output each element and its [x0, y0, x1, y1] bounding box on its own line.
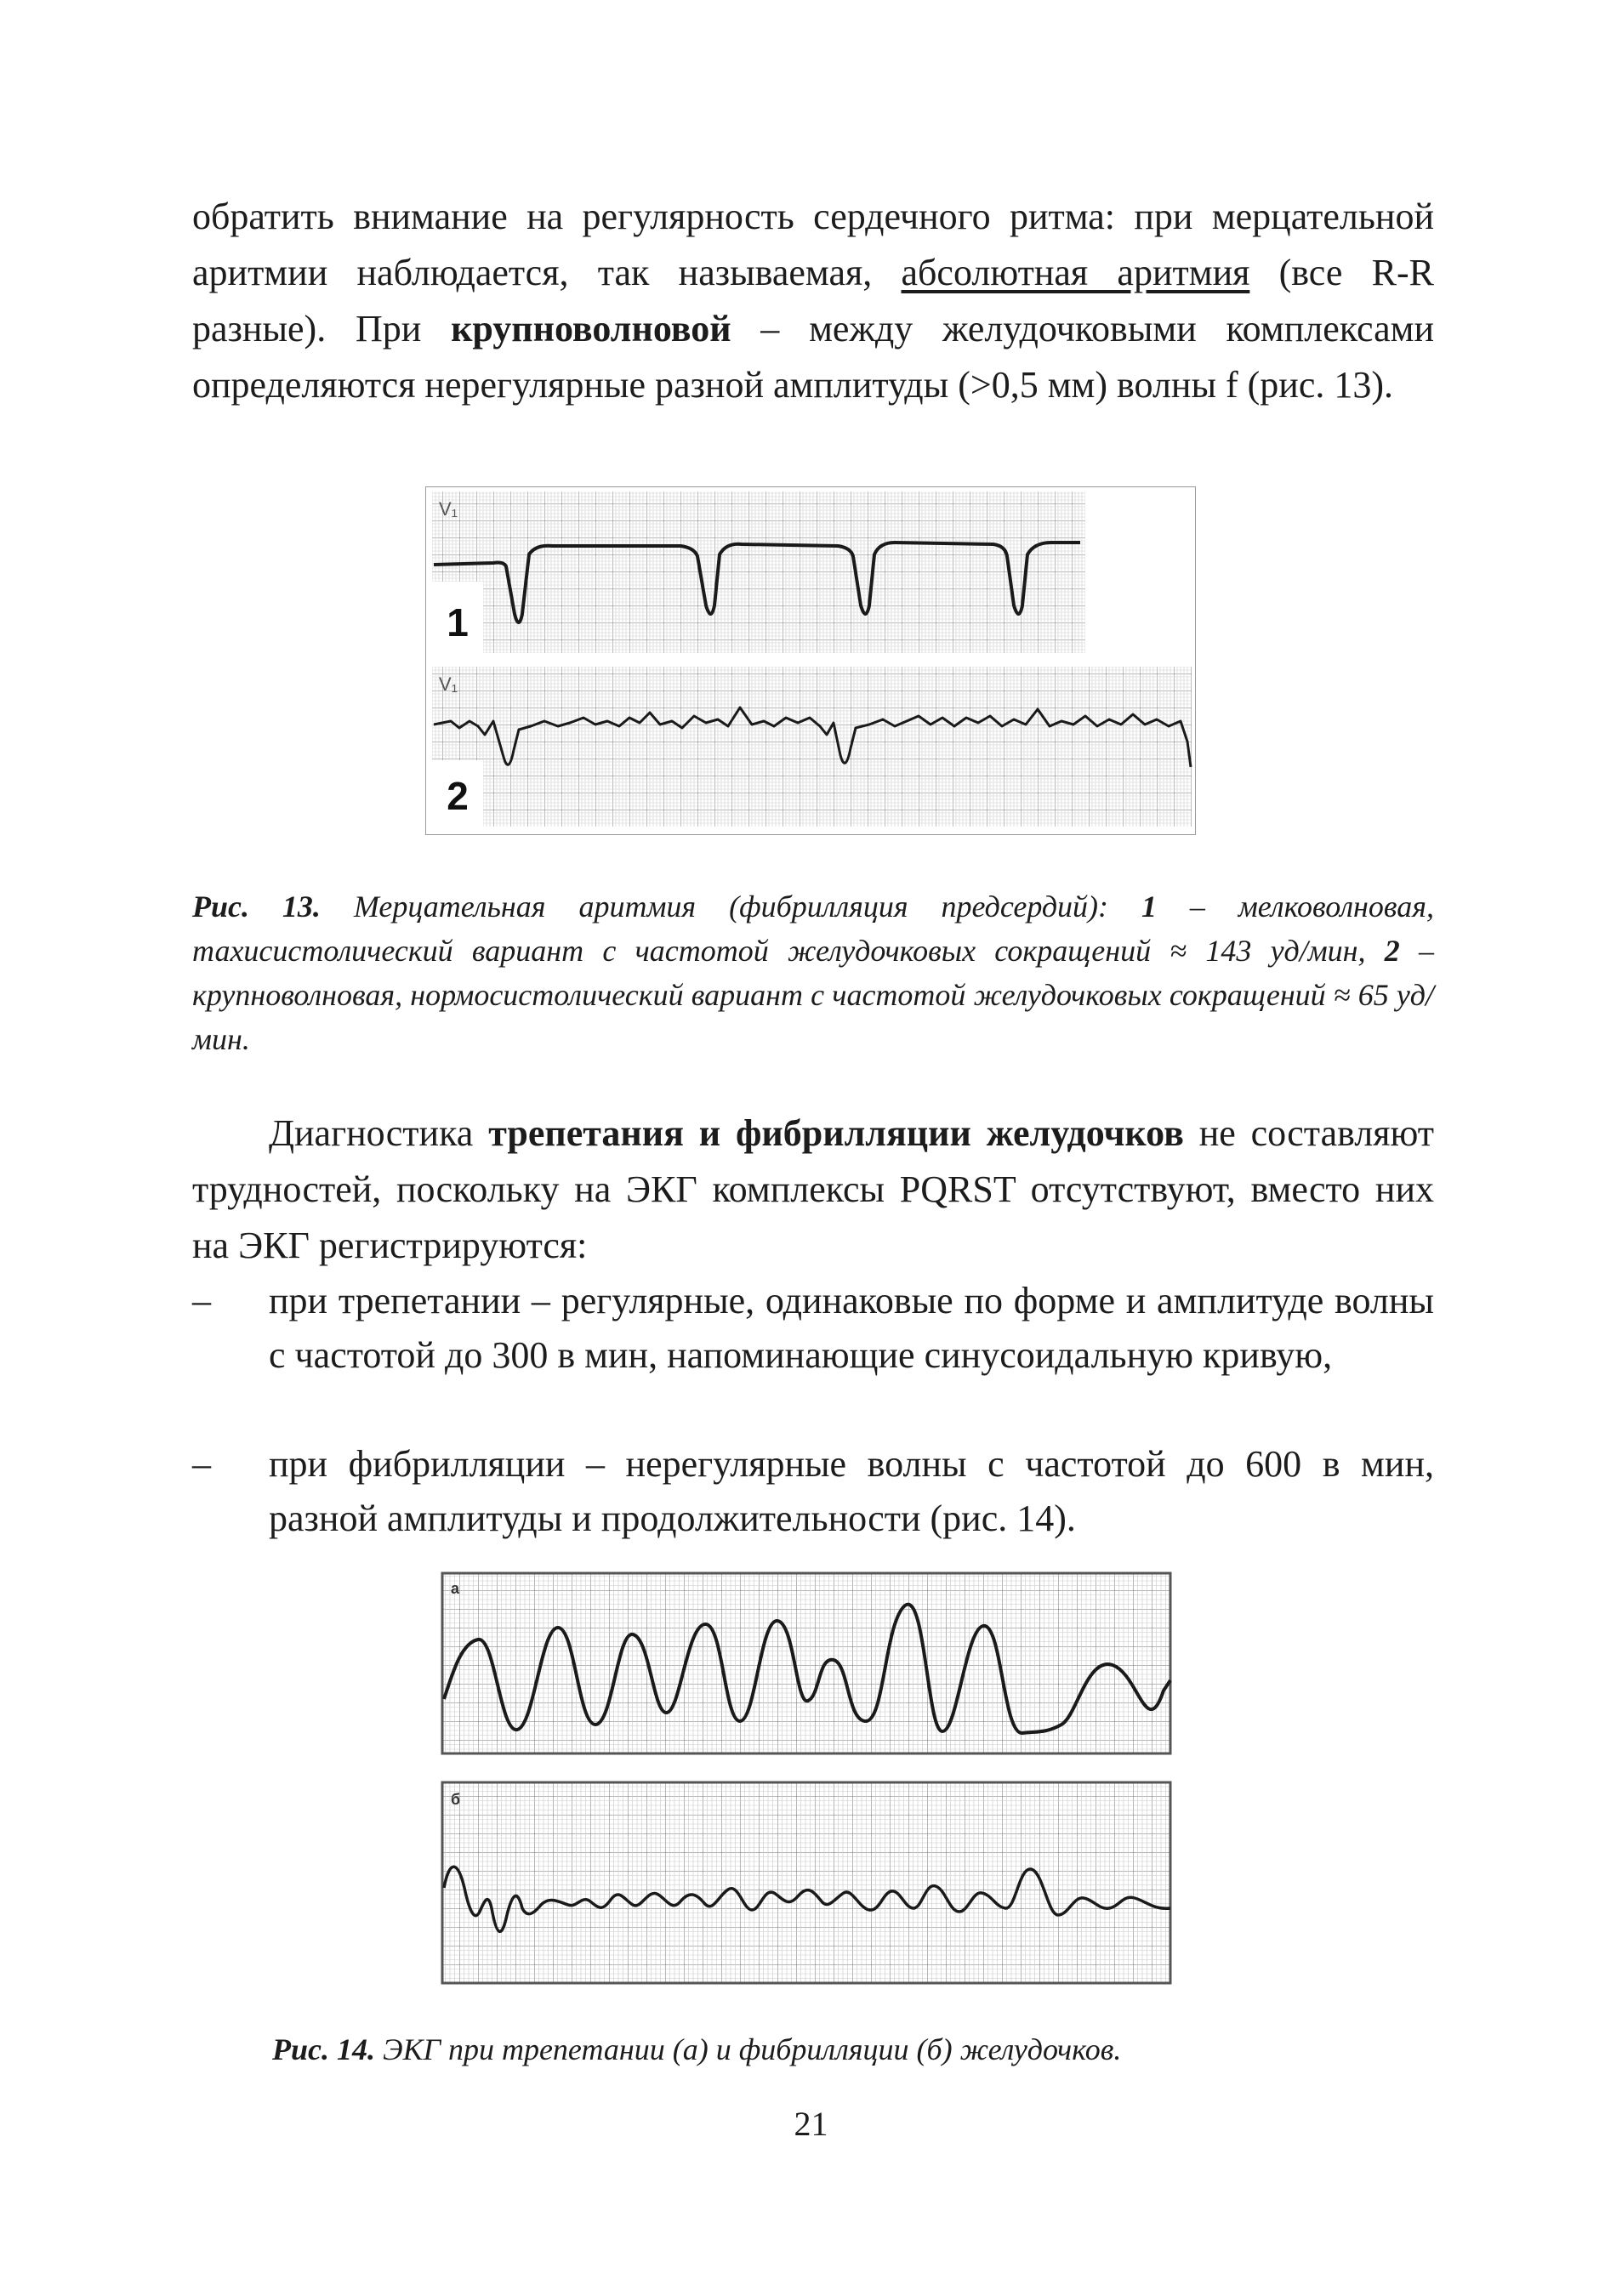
- caption-label: Рис. 13.: [192, 889, 321, 924]
- caption-label: Рис. 14.: [272, 2032, 375, 2066]
- underlined-term: абсолютная аритмия: [901, 252, 1250, 293]
- list-item-text: при фибрилляции – нерегулярные волны с частотой до 600 в мин, разной амплитуды и продолжительности (рис. 14).: [269, 1443, 1434, 1539]
- ecg-grid-strip-b: [442, 1782, 1170, 1983]
- list-item: [192, 1274, 1434, 1383]
- bold-term: трепетания и фибрилляции желудочков: [488, 1112, 1184, 1154]
- paragraph-ventricular: Диагностика трепетания и фибрилляции желудочков не составляют трудностей, поскольку на ЭКГ комплексы PQRST отсутствуют, вместо них на ЭКГ регистрируются:: [192, 1112, 1435, 1266]
- list-item: [192, 1437, 1434, 1546]
- bold-term: крупноволновой: [451, 308, 731, 350]
- ecg-grid-strip-1: [432, 492, 1085, 653]
- lead-label-strip-2: V₁: [439, 673, 458, 695]
- paragraph-rhythm: обратить внимание на регулярность сердечного ритма: при мерцательной аритмии наблюдается, так называемая, абсолютная аритмия (все R-R разные). При крупноволновой – между желудочковыми комплексами определяются нерегулярные разной амплитуды (>0,5 мм) волны f (рис. 13).: [192, 196, 1434, 406]
- strip-a-label: а: [451, 1580, 460, 1597]
- lead-label-strip-1: V₁: [439, 498, 458, 520]
- caption-figure-14: Рис. 14. ЭКГ при трепетании (а) и фибрилляции (б) желудочков.: [272, 2032, 1122, 2066]
- ecg-figure-13-image: [425, 486, 1196, 835]
- ecg-grid-strip-2: [432, 667, 1192, 827]
- page-number: 21: [794, 2105, 828, 2143]
- list-item-text: при трепетании – регулярные, одинаковые по форме и амплитуде волны с частотой до 300 в мин, напоминающие синусоидальную кривую,: [269, 1280, 1434, 1376]
- figure-14: [441, 1571, 1174, 1992]
- caption-figure-13: Рис. 13. Мерцательная аритмия (фибрилляция предсердий): 1 – мелковолновая, тахисистолический вариант с частотой желудочковых сокращений ≈ 143 уд/мин, 2 – крупноволновая, нормосистолический вариант с частотой желудочковых сокращений ≈ 65 уд/мин.: [192, 889, 1435, 1056]
- list-dash: –: [192, 1443, 211, 1485]
- strip-1-number: 1: [447, 600, 469, 645]
- ecg-figure-14-image: [441, 1571, 1174, 1988]
- list-dash: –: [192, 1280, 211, 1321]
- strip-2-number: 2: [447, 774, 469, 818]
- figure-13: [425, 486, 1196, 839]
- strip-b-label: б: [451, 1791, 461, 1808]
